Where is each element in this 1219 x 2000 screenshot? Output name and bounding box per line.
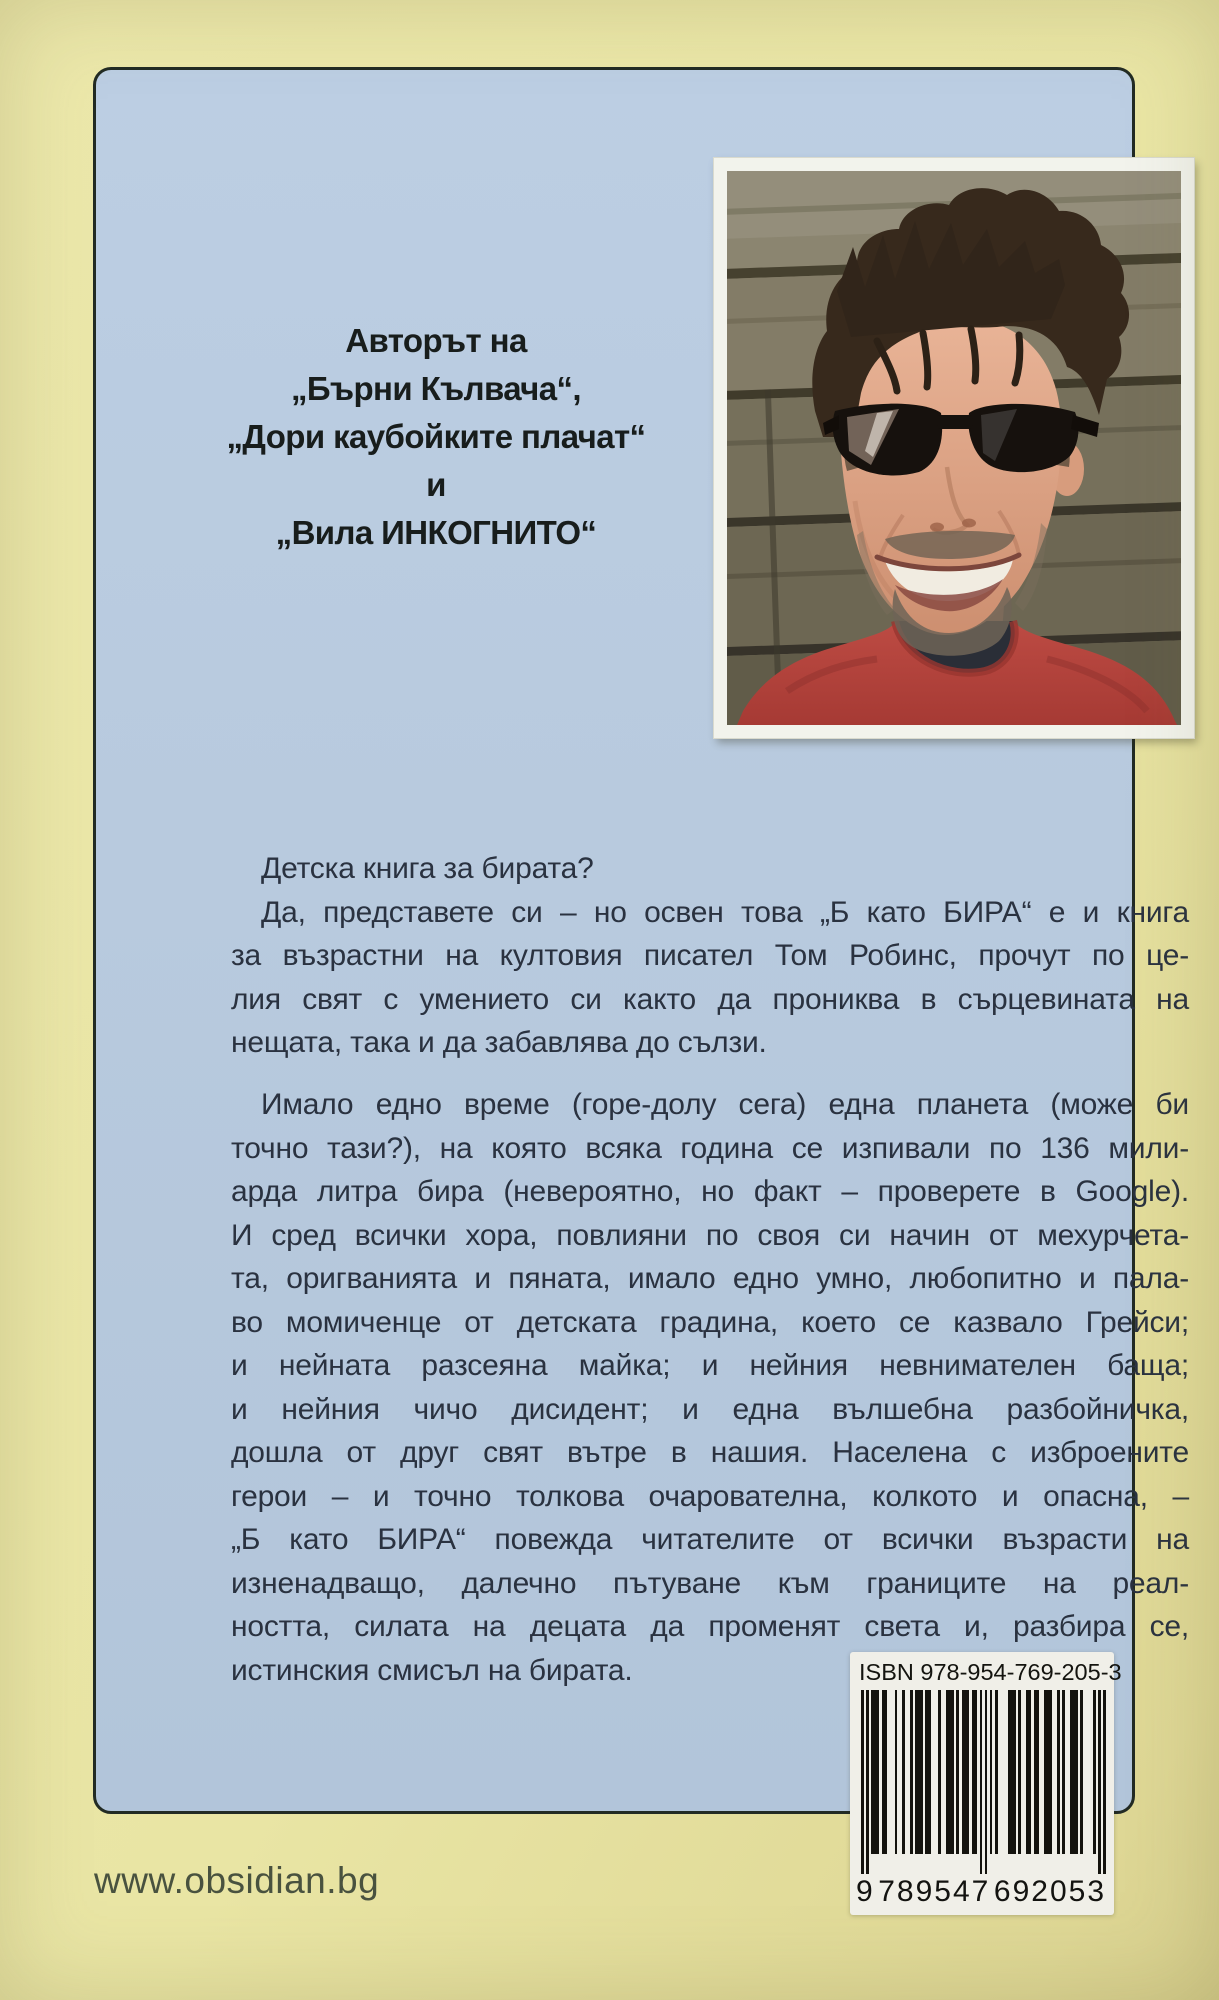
- barcode-digits: [856, 1875, 1106, 1909]
- blurb-paragraph-2: [231, 1083, 1189, 1692]
- text-line: ността, силата на децата да променят света и, разбира се,: [231, 1610, 1189, 1643]
- isbn-text: ISBN 978-954-769-205-3: [859, 1659, 1122, 1685]
- barcode-digit-group: 9: [856, 1875, 875, 1908]
- text-line: истинския смисъл на бирата.: [231, 1653, 633, 1687]
- text-line: герои – и точно толкова очарователна, колкото и опасна, –: [231, 1479, 1189, 1513]
- text-line: „Бърни Кълвача“,: [291, 370, 581, 407]
- author-portrait-illustration: [727, 171, 1181, 725]
- text-line: и нейния чичо дисидент; и една вълшебна разбойничка,: [231, 1392, 1189, 1426]
- text-line: во момиченце от детската градина, което се казвало Грейси;: [231, 1305, 1189, 1339]
- author-photo: [727, 171, 1181, 725]
- text-line: Имало едно време (горе-долу сега) една планета (може би: [261, 1088, 1189, 1121]
- author-credits: [196, 317, 676, 557]
- text-line: И сред всички хора, повлияни по своя си начин от мехурчета-: [231, 1218, 1189, 1252]
- text-line: нещата, така и да забавлява до сълзи.: [231, 1026, 767, 1059]
- barcode-digit-group: 789547: [878, 1875, 991, 1908]
- text-line: точно тази?), на която всяка година се изпивали по 136 мили-: [231, 1131, 1189, 1165]
- text-line: Детска книга за бирата?: [261, 852, 594, 885]
- text-line: и нейната разсеяна майка; и нейния невнимателен баща;: [231, 1349, 1189, 1382]
- text-line: „Дори каубойките плачат“: [226, 418, 646, 455]
- barcode-digit-group: 692053: [993, 1875, 1106, 1908]
- text-line: „Б като БИРА“ повежда читателите от всички възрасти на: [231, 1523, 1189, 1556]
- publisher-website: www.obsidian.bg: [94, 1860, 380, 1901]
- text-line: дошла от друг свят вътре в нашия. Населена с изброените: [231, 1436, 1189, 1469]
- text-line: „Вила ИНКОГНИТО“: [275, 514, 597, 551]
- text-line: за възрастни на култовия писател Том Робинс, прочут по це-: [231, 939, 1189, 972]
- barcode-bars: [859, 1690, 1105, 1874]
- blurb-paragraph-1: [231, 847, 1189, 1065]
- text-line: та, оригванията и пяната, имало едно умно, любопитно и пала-: [231, 1262, 1189, 1295]
- text-line: лия свят с умението си както да прониква в сърцевината на: [231, 982, 1189, 1016]
- text-line: изненадващо, далечно пътуване към границите на реал-: [231, 1566, 1189, 1600]
- text-line: и: [426, 466, 446, 503]
- text-line: арда литра бира (невероятно, но факт – проверете в Google).: [231, 1175, 1189, 1208]
- blue-panel: [93, 67, 1189, 1814]
- isbn-barcode-label: [850, 1652, 1122, 1915]
- text-line: Да, представете си – но освен това „Б като БИРА“ е и книга: [261, 895, 1189, 929]
- author-photo-frame: [714, 158, 1194, 738]
- text-line: Авторът на: [345, 322, 527, 359]
